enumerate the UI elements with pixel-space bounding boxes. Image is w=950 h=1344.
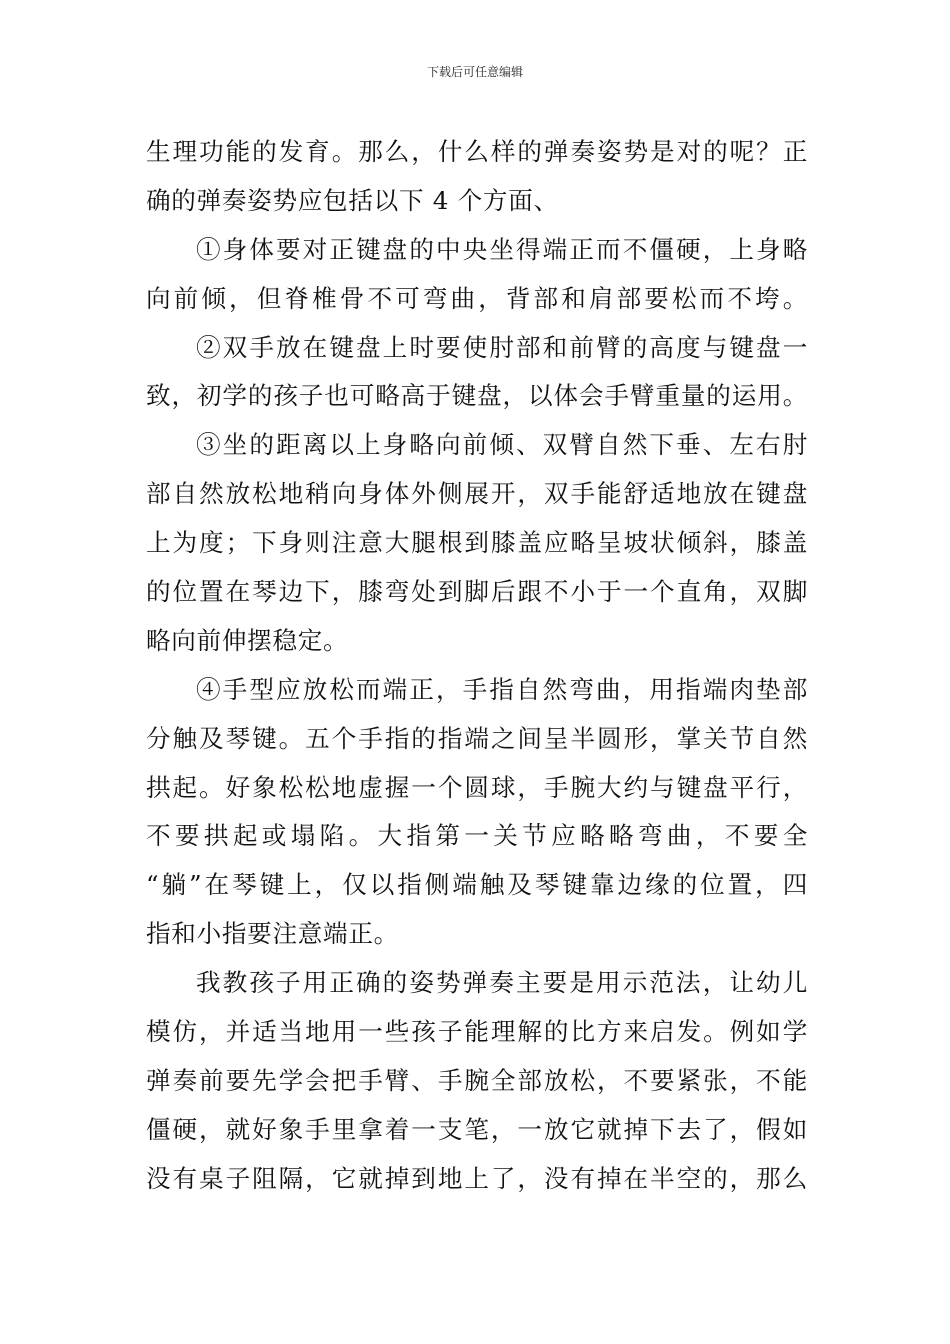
text-line: ④手型应放松而端正，手指自然弯曲，用指端肉垫部 — [196, 674, 808, 704]
text-line: 不要拱起或塌陷。大指第一关节应略略弯曲，不要全 — [146, 821, 808, 851]
text-line: 部自然放松地稍向身体外侧展开，双手能舒适地放在键盘 — [146, 479, 808, 509]
text-line: 我教孩子用正确的姿势弹奏主要是用示范法，让幼儿 — [196, 968, 808, 998]
text-line: “躺”在琴键上，仅以指侧端触及琴键靠边缘的位置，四 — [146, 870, 808, 900]
text-line: 致，初学的孩子也可略高于键盘，以体会手臂重量的运用。 — [146, 381, 808, 411]
text-line: 确的弹奏姿势应包括以下 4 个方面、 — [146, 185, 559, 215]
text-line: 僵硬，就好象手里拿着一支笔，一放它就掉下去了，假如 — [146, 1114, 808, 1144]
text-line: 指和小指要注意端正。 — [146, 919, 399, 949]
text-line: 向前倾，但脊椎骨不可弯曲，背部和肩部要松而不垮。 — [146, 283, 808, 313]
text-line: 的位置在琴边下，膝弯处到脚后跟不小于一个直角，双脚 — [146, 577, 808, 607]
document-body — [146, 128, 808, 1204]
text-line: 弹奏前要先学会把手臂、手腕全部放松，不要紧张，不能 — [146, 1065, 808, 1095]
text-line: 分触及琴键。五个手指的指端之间呈半圆形，掌关节自然 — [146, 723, 808, 753]
text-line: 生理功能的发育。那么，什么样的弹奏姿势是对的呢？正 — [146, 137, 808, 166]
page-header: 下载后可任意编辑 — [426, 65, 523, 79]
text-line: 略向前伸摆稳定。 — [146, 625, 349, 655]
text-line: 上为度；下身则注意大腿根到膝盖应略呈坡状倾斜，膝盖 — [146, 528, 808, 558]
text-line: 模仿，并适当地用一些孩子能理解的比方来启发。例如学 — [146, 1017, 808, 1047]
text-line: ①身体要对正键盘的中央坐得端正而不僵硬，上身略 — [196, 234, 808, 264]
text-line: ②双手放在键盘上时要使肘部和前臂的高度与键盘一 — [196, 332, 808, 362]
text-line: ③坐的距离以上身略向前倾、双臂自然下垂、左右肘 — [196, 430, 808, 460]
text-line: 没有桌子阻隔，它就掉到地上了，没有掉在半空的，那么 — [146, 1163, 808, 1193]
text-line: 拱起。好象松松地虚握一个圆球，手腕大约与键盘平行， — [146, 772, 808, 802]
